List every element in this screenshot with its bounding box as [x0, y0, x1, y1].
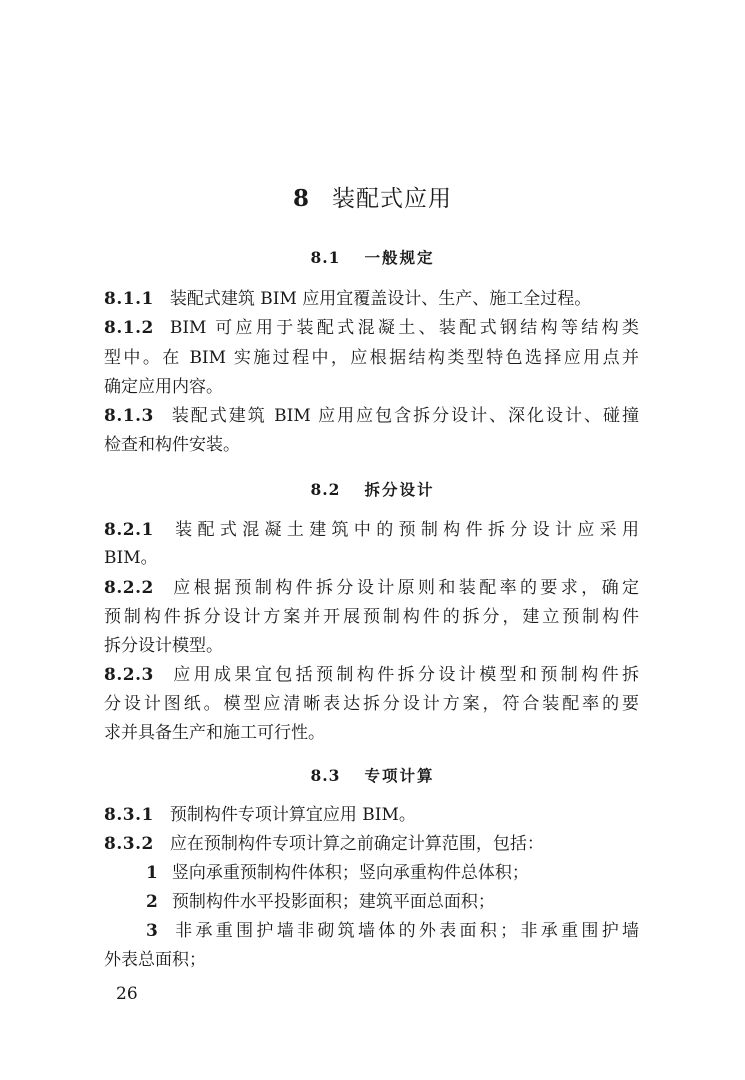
clause-text: 应用成果宜包括预制构件拆分设计模型和预制构件拆 — [169, 665, 639, 685]
clause-8-2-2-line-2: 预制构件拆分设计方案并开展预制构件的拆分，建立预制构件 — [104, 607, 639, 627]
section-number: 8.3 — [310, 766, 341, 785]
clause-8-2-2-line-1 — [104, 576, 639, 600]
clause-text: 装配式建筑 BIM 应用应包含拆分设计、深化设计、碰撞 — [169, 406, 639, 426]
section-title: 拆分设计 — [364, 481, 435, 499]
section-number: 8.2 — [310, 480, 341, 499]
clause-8-3-1 — [104, 803, 639, 827]
section-title: 专项计算 — [364, 767, 435, 785]
clause-text: 装配式建筑 BIM 应用宜覆盖设计、生产、施工全过程。 — [169, 289, 592, 309]
list-item-3-continuation: 外表总面积； — [104, 950, 206, 970]
item-text: 非承重围护墙非砌筑墙体的外表面积；非承重围护墙 — [171, 921, 639, 941]
clause-8-1-2-line-1 — [104, 316, 639, 340]
item-text: 预制构件水平投影面积；建筑平面总面积； — [171, 892, 495, 912]
item-number: 1 — [146, 863, 158, 883]
clause-number: 8.2.3 — [104, 665, 154, 685]
list-item-1 — [146, 861, 626, 885]
clause-8-1-3-line-1 — [104, 404, 639, 428]
clause-8-2-2-line-3: 拆分设计模型。 — [104, 636, 223, 656]
chapter-number: 8 — [292, 185, 310, 212]
item-text: 竖向承重预制构件体积；竖向承重构件总体积； — [171, 863, 529, 883]
clause-8-1-1 — [104, 287, 639, 311]
clause-number: 8.1.3 — [104, 406, 154, 426]
clause-number: 8.2.1 — [104, 520, 154, 540]
list-item-3 — [146, 919, 639, 943]
clause-text: BIM 可应用于装配式混凝土、装配式钢结构等结构类 — [169, 318, 639, 338]
clause-number: 8.1.2 — [104, 318, 154, 338]
section-title: 一般规定 — [364, 249, 435, 267]
page-number: 26 — [116, 984, 138, 1004]
section-heading-8-2 — [0, 478, 745, 500]
clause-8-1-3-line-2: 检查和构件安装。 — [104, 435, 240, 455]
section-number: 8.1 — [310, 248, 341, 267]
clause-8-3-2 — [104, 832, 639, 856]
section-heading-8-3 — [0, 764, 745, 786]
clause-text: 应根据预制构件拆分设计原则和装配率的要求，确定 — [169, 578, 639, 598]
chapter-heading — [0, 180, 745, 213]
clause-text: 预制构件专项计算宜应用 BIM。 — [169, 805, 416, 825]
clause-number: 8.1.1 — [104, 289, 154, 309]
clause-number: 8.3.1 — [104, 805, 154, 825]
clause-8-1-2-line-3: 确定应用内容。 — [104, 377, 223, 397]
clause-text: 装配式混凝土建筑中的预制构件拆分设计应采用 — [169, 520, 639, 540]
chapter-title: 装配式应用 — [332, 186, 452, 212]
clause-8-2-3-line-1 — [104, 663, 639, 687]
clause-8-2-1-line-1 — [104, 518, 639, 542]
clause-8-1-2-line-2: 型中。在 BIM 实施过程中，应根据结构类型特色选择应用点并 — [104, 348, 639, 368]
clause-text: 应在预制构件专项计算之前确定计算范围，包括： — [169, 834, 544, 854]
section-heading-8-1 — [0, 246, 745, 268]
clause-number: 8.3.2 — [104, 834, 154, 854]
clause-8-2-1-line-2: BIM。 — [104, 548, 158, 568]
item-number: 2 — [146, 892, 158, 912]
clause-8-2-3-line-3: 求并具备生产和施工可行性。 — [104, 723, 325, 743]
clause-8-2-3-line-2: 分设计图纸。模型应清晰表达拆分设计方案，符合装配率的要 — [104, 694, 639, 714]
list-item-2 — [146, 890, 626, 914]
item-number: 3 — [146, 921, 158, 941]
clause-number: 8.2.2 — [104, 578, 154, 598]
